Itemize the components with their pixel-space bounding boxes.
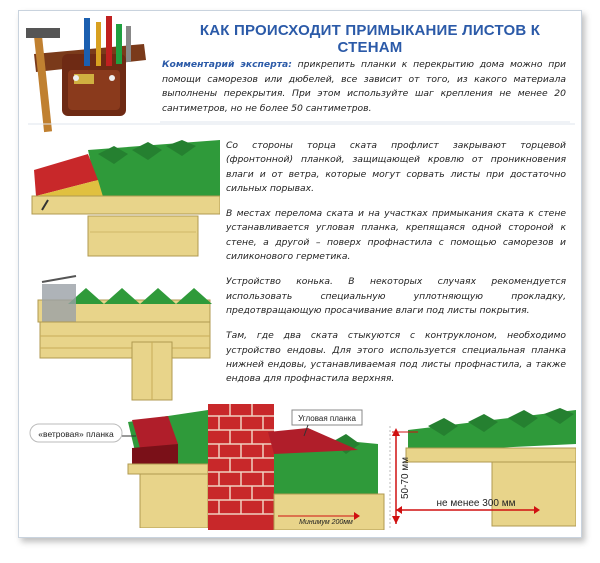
paragraph-ridge: Устройство конька. В некоторых случаях рекомендуется использовать специальную уплотняющую прокладку, предотвращающую просачивание влаги под листы покрытия.: [226, 276, 566, 316]
label-minimum: Минимум 200мм: [299, 519, 353, 526]
diagram-corner-plank: [208, 404, 388, 530]
paragraph-valley: Там, где два ската стыкуются с контруклоном, необходимо устройство ендовы. Для этого используется специальная планка нижней ендовы, устанавливаемая под листы профнастила, а также ендова для профнастила верхняя.: [226, 330, 566, 385]
label-not-less: не менее 300 мм: [436, 498, 516, 509]
expert-comment: [162, 58, 566, 116]
diagram-ridge: [28, 270, 220, 404]
expert-comment-text: прикрепить планки к перекрытию дома можно при помощи саморезов или дюбелей, все зависит от того, из какого материала выполнены перекрытия. При этом используйте шаг крепления не менее 20 сантиметров, но не более 50 сантиметров.: [162, 59, 566, 114]
diagram-end-plank: [28, 140, 220, 260]
paragraph-end-plank: Со стороны торца ската профлист закрывают торцевой (фронтонной) планкой, защищающей кровлю от проникновения влаги и от ветра, которые могут сорвать листы при достаточно сильных порывах.: [226, 140, 566, 194]
label-height: 50-70 мм: [400, 456, 411, 500]
diagram-dimensions: [388, 404, 576, 530]
article-body: [226, 139, 566, 397]
label-wind-plank: «ветровая» планка: [38, 429, 114, 439]
page-title: КАК ПРОИСХОДИТ ПРИМЫКАНИЕ ЛИСТОВ К СТЕНАМ: [199, 22, 541, 56]
toolbelt-illustration: [24, 14, 154, 138]
paragraph-corner-plank: В местах перелома ската и на участках примыкания ската к стене устанавливается угловая планка, крепящаяся одной стороной к стене, а другой – поверх профнастила с помощью саморезов и силиконового герметика.: [226, 208, 566, 263]
diagram-wind-plank: [28, 408, 208, 528]
label-corner-plank: Угловая планка: [298, 414, 356, 423]
expert-comment-lead: Комментарий эксперта:: [162, 59, 292, 70]
